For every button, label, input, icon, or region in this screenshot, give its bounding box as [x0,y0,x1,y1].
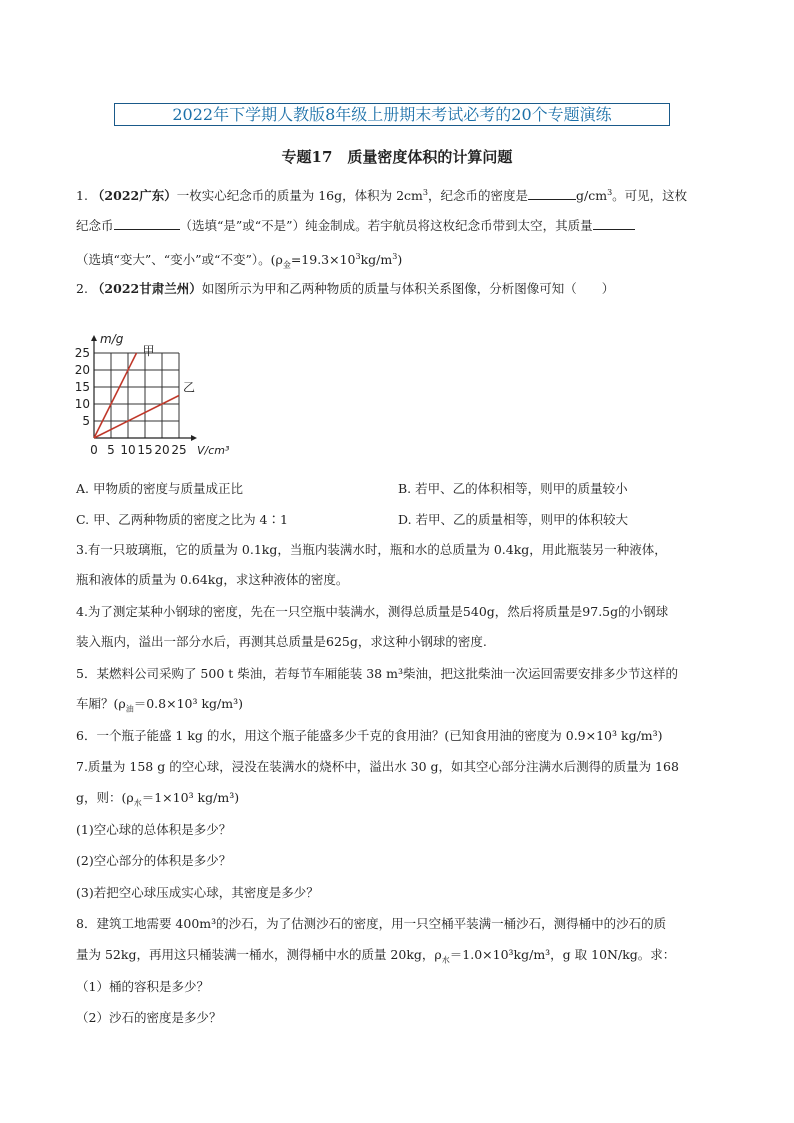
q5-text-2: 车厢？(ρ [76,696,126,711]
q1-text-1: 一枚实心纪念币的质量为 16g，体积为 2cm [176,188,423,204]
mass-volume-chart [60,310,260,460]
q1-unit: g/cm [576,188,608,204]
q7-sub-3: (3)若把空心球压成实心球，其密度是多少？ [76,885,319,900]
q5-text-2b: ＝0.8×10³ kg/m³) [133,696,244,711]
x-tick-label: 15 [137,443,153,457]
q1-text-3b: =19.3×10 [290,252,356,268]
q1-text-2b: （选填“是”或“不是”）纯金制成。若宇航员将这枚纪念币带到太空，其质量 [179,218,593,233]
q1-text-3d: ) [397,252,403,268]
q8-line-2 [76,947,675,969]
x-tick-label: 0 [90,443,98,457]
x-axis-arrow [191,435,197,441]
q2-text: 如图所示为甲和乙两种物质的质量与体积关系图像，分析图像可知（ ） [201,281,615,296]
series-line-jia [94,353,137,438]
q1-source: （2022广东） [91,188,177,204]
q8-text-2: 量为 52kg，再用这只桶装满一桶水，测得桶中水的质量 20kg，ρ [76,947,442,962]
y-tick-label: 5 [82,414,90,428]
y-tick-label: 20 [74,363,90,377]
q6-line-1: 6．一个瓶子能盛 1 kg 的水，用这个瓶子能盛多少千克的食用油？(已知食用油的密度为 0.9×10³ kg/m³) [76,728,663,743]
y-axis-label: m/g [100,332,124,346]
x-tick-label: 25 [171,443,187,457]
q4-line-1: 4.为了测定某种小钢球的密度，先在一只空瓶中装满水，测得总质量是540g，然后将质量是97.5g的小钢球 [76,604,669,619]
q1-blank-pure-gold[interactable] [114,217,180,230]
x-tick-label: 5 [107,443,115,457]
series-label-jia: 甲 [142,344,155,358]
q7-sub-1: (1)空心球的总体积是多少？ [76,822,232,837]
x-tick-label: 10 [120,443,136,457]
series-label-yi: 乙 [183,380,196,395]
y-tick-label: 10 [74,397,90,411]
q7-line-2 [76,790,239,812]
q1-blank-density[interactable] [528,187,576,200]
q1-text-1d: 。可见，这枚 [612,188,688,204]
q2-option-b[interactable]: B. 若甲、乙的体积相等，则甲的质量较小 [398,481,628,496]
y-tick-label: 25 [74,346,90,360]
q7-rho-subscript: 水 [133,798,142,808]
q8-rho-subscript: 水 [441,955,450,965]
q8-sub-1: （1）桶的容积是多少？ [76,979,209,994]
q1-line-1: 1. （2022广东）一枚实心纪念币的质量为 16g，体积为 $2cm^3$，纪念币的密度是 $g/cm^3$。可见，这枚 [76,188,688,204]
q2-option-a[interactable]: A. 甲物质的密度与质量成正比 [76,481,243,496]
y-tick-label: 15 [74,380,90,394]
q7-sub-2: (2)空心部分的体积是多少？ [76,853,232,868]
x-tick-label: 20 [154,443,170,457]
q2-number: 2. [76,281,88,296]
q1-text-3: （选填“变大”、“变小”或“不变”）。(ρ [76,252,283,268]
q2-line-1 [76,281,614,297]
q4-line-2: 装入瓶内，溢出一部分水后，再测其总质量是625g，求这种小钢球的密度. [76,634,487,649]
q3-line-1: 3.有一只玻璃瓶，它的质量为 0.1kg，当瓶内装满水时，瓶和水的总质量为 0.4kg，用此瓶装另一种液体， [76,542,667,557]
q7-text-2b: ＝1×10³ kg/m³) [141,790,240,805]
q1-text-3c: kg/m [360,252,393,268]
q8-line-1: 8．建筑工地需要 400m³的沙石，为了估测沙石的密度，用一只空桶平装满一桶沙石，测得桶中的沙石的质 [76,916,667,931]
q7-line-1: 7.质量为 158 g 的空心球，浸没在装满水的烧杯中，溢出水 30 g，如其空心部分注满水后测得的质量为 168 [76,759,679,774]
q1-text-1b: ，纪念币的密度是 [427,188,528,204]
q2-source: （2022甘肃兰州） [91,281,202,296]
q1-text-2a: 纪念币 [76,218,114,233]
q5-line-2 [76,696,243,718]
q1-blank-mass[interactable] [593,217,635,230]
q3-line-2: 瓶和液体的质量为 0.64kg，求这种液体的密度。 [76,572,349,587]
q5-line-1: 5．某燃料公司采购了 500 t 柴油，若每节车厢能装 38 m³柴油，把这批柴油一次运回需要安排多少节这样的 [76,666,678,681]
q8-sub-2: （2）沙石的密度是多少？ [76,1010,222,1025]
x-axis-label: V/cm³ [197,444,230,457]
q1-rho-subscript: 金 [282,260,291,270]
q1-line-2 [76,217,635,234]
series-banner: 2022年下学期人教版8年级上册期末考试必考的20个专题演练 [114,103,670,126]
q1-line-3: （选填“变大”、“变小”或“不变”）。$(\rho_金=19.3\times 10^3kg/m^3)$ [76,252,403,270]
topic-title: 专题17 质量密度体积的计算问题 [281,148,513,166]
q1-number: 1. [76,188,88,204]
q8-text-2b: ＝1.0×10³kg/m³，g 取 10N/kg。求： [449,947,676,962]
q7-text-2: g，则：(ρ [76,790,134,805]
series-line-yi [94,396,179,439]
y-axis-arrow [91,335,97,341]
q2-option-c[interactable]: C. 甲、乙两种物质的密度之比为 4∶1 [76,512,288,527]
q2-option-d[interactable]: D. 若甲、乙的质量相等，则甲的体积较大 [398,512,629,527]
q5-rho-subscript: 油 [125,704,134,714]
